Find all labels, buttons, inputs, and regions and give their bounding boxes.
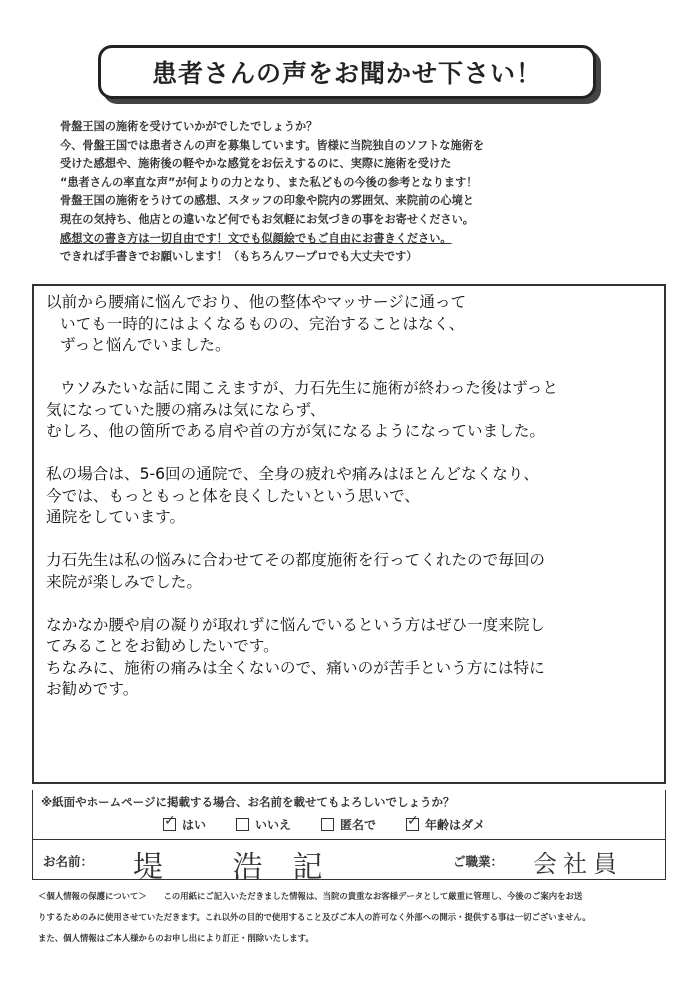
testimonial-line: 以前から腰痛に悩んでおり、他の整体やマッサージに通って (46, 293, 467, 311)
check-mark-icon: ✓ (407, 813, 419, 829)
option-label: はい (182, 818, 207, 832)
checkbox-checked[interactable] (163, 813, 176, 831)
consent-option-no[interactable] (236, 816, 291, 833)
consent-option-anonymous[interactable] (321, 816, 376, 833)
option-label: 年齢はダメ (425, 818, 486, 832)
name-occupation-row (32, 840, 666, 885)
page-title: 患者さんの声をお聞かせ下さい！ (98, 45, 596, 99)
testimonial-text (46, 292, 658, 722)
intro-line: “患者さんの率直な声”が何よりの力となり、また私どもの今後の参考となります！ (60, 175, 478, 189)
testimonial-line: 力石先生は私の悩みに合わせてその都度施術を行ってくれたので毎回の (46, 551, 546, 569)
name-value-handwritten: 堤 浩記 (133, 850, 353, 885)
testimonial-line: 来院が楽しみでした。 (46, 572, 202, 591)
intro-line: 骨盤王国の施術をうけての感想、スタッフの印象や院内の雰囲気、来院前の心境と (60, 194, 474, 208)
check-mark-icon: ✓ (164, 813, 176, 829)
testimonial-line: なかなか腰や肩の凝りが取れずに悩んでいるという方はぜひ一度来院し (46, 615, 546, 634)
occupation-label: ご職業： (453, 854, 504, 869)
testimonial-paragraph (46, 615, 658, 701)
testimonial-paragraph (46, 378, 658, 443)
testimonial-line: ずっと悩んでいました。 (60, 336, 231, 354)
intro-last-line: できれば手書きでお願いします！（もちろんワープロでも大丈夫です） (60, 250, 418, 264)
testimonial-paragraph (46, 550, 658, 593)
privacy-line: ＜個人情報の保護について＞ この用紙にご記入いただきました情報は、当院の貴重なお客様データとして厳重に管理し、今後のご案内をお送 (38, 891, 583, 901)
testimonial-line: ちなみに、施術の痛みは全くないので、痛いのが苦手という方には特に (46, 658, 545, 677)
intro-line: 現在の気持ち、他店との違いなど何でもお気軽にお気づきの事をお寄せください。 (60, 212, 474, 226)
privacy-notice (38, 886, 670, 949)
consent-question: ※紙面やホームページに掲載する場合、お名前を載せてもよろしいでしょうか？ (41, 795, 455, 809)
name-label: お名前： (43, 854, 94, 869)
testimonial-line: てみることをお勧めしたいです。 (46, 637, 279, 655)
privacy-line: りするためのみに使用させていただきます。これ以外の目的で使用すること及びご本人の許可なく外部への開示・提供する事は一切ございません。 (38, 912, 591, 922)
consent-option-yes[interactable] (163, 813, 207, 833)
intro-line: 受けた感想や、施術後の軽やかな感覚をお伝えするのに、実際に施術を受けた (60, 157, 452, 171)
intro-text (60, 118, 660, 267)
testimonial-line: 私の場合は、5-6回の通院で、全身の疲れや痛みはほとんどなくなり、 (46, 465, 539, 483)
privacy-line: また、個人情報はご本人様からのお申し出により訂正・削除いたします。 (38, 933, 314, 943)
checkbox[interactable] (236, 818, 249, 831)
testimonial-paragraph (46, 292, 658, 357)
testimonial-paragraph (46, 464, 658, 529)
consent-options (163, 813, 486, 833)
testimonial-box (32, 284, 666, 784)
consent-section (32, 790, 666, 840)
checkbox[interactable] (321, 818, 334, 831)
intro-underlined-line: 感想文の書き方は一切自由です！文でも似顔絵でもご自由にお書きください。 (60, 231, 452, 245)
testimonial-line: いても一時的にはよくなるものの、完治することはなく、 (60, 314, 465, 333)
intro-line: 今、骨盤王国では患者さんの声を募集しています。皆様に当院独自のソフトな施術を (60, 138, 485, 152)
testimonial-line: お勧めです。 (46, 680, 139, 698)
intro-line: 骨盤王国の施術を受けていかがでしたでしょうか？ (60, 120, 318, 133)
testimonial-line: 通院をしています。 (46, 508, 186, 526)
occupation-value-handwritten: 会社員 (533, 850, 623, 878)
option-label: いいえ (255, 818, 292, 832)
testimonial-line: 気になっていた腰の痛みは気にならず、 (46, 400, 326, 419)
testimonial-line: むしろ、他の箇所である肩や首の方が気になるようになっていました。 (46, 422, 546, 440)
checkbox-checked[interactable] (406, 813, 419, 831)
testimonial-line: 今では、もっともっと体を良くしたいという思いで、 (46, 486, 420, 505)
testimonial-line: ウソみたいな話に聞こえますが、力石先生に施術が終わった後はずっと (60, 379, 558, 397)
consent-option-no-age[interactable] (406, 813, 486, 833)
option-label: 匿名で (340, 818, 377, 832)
